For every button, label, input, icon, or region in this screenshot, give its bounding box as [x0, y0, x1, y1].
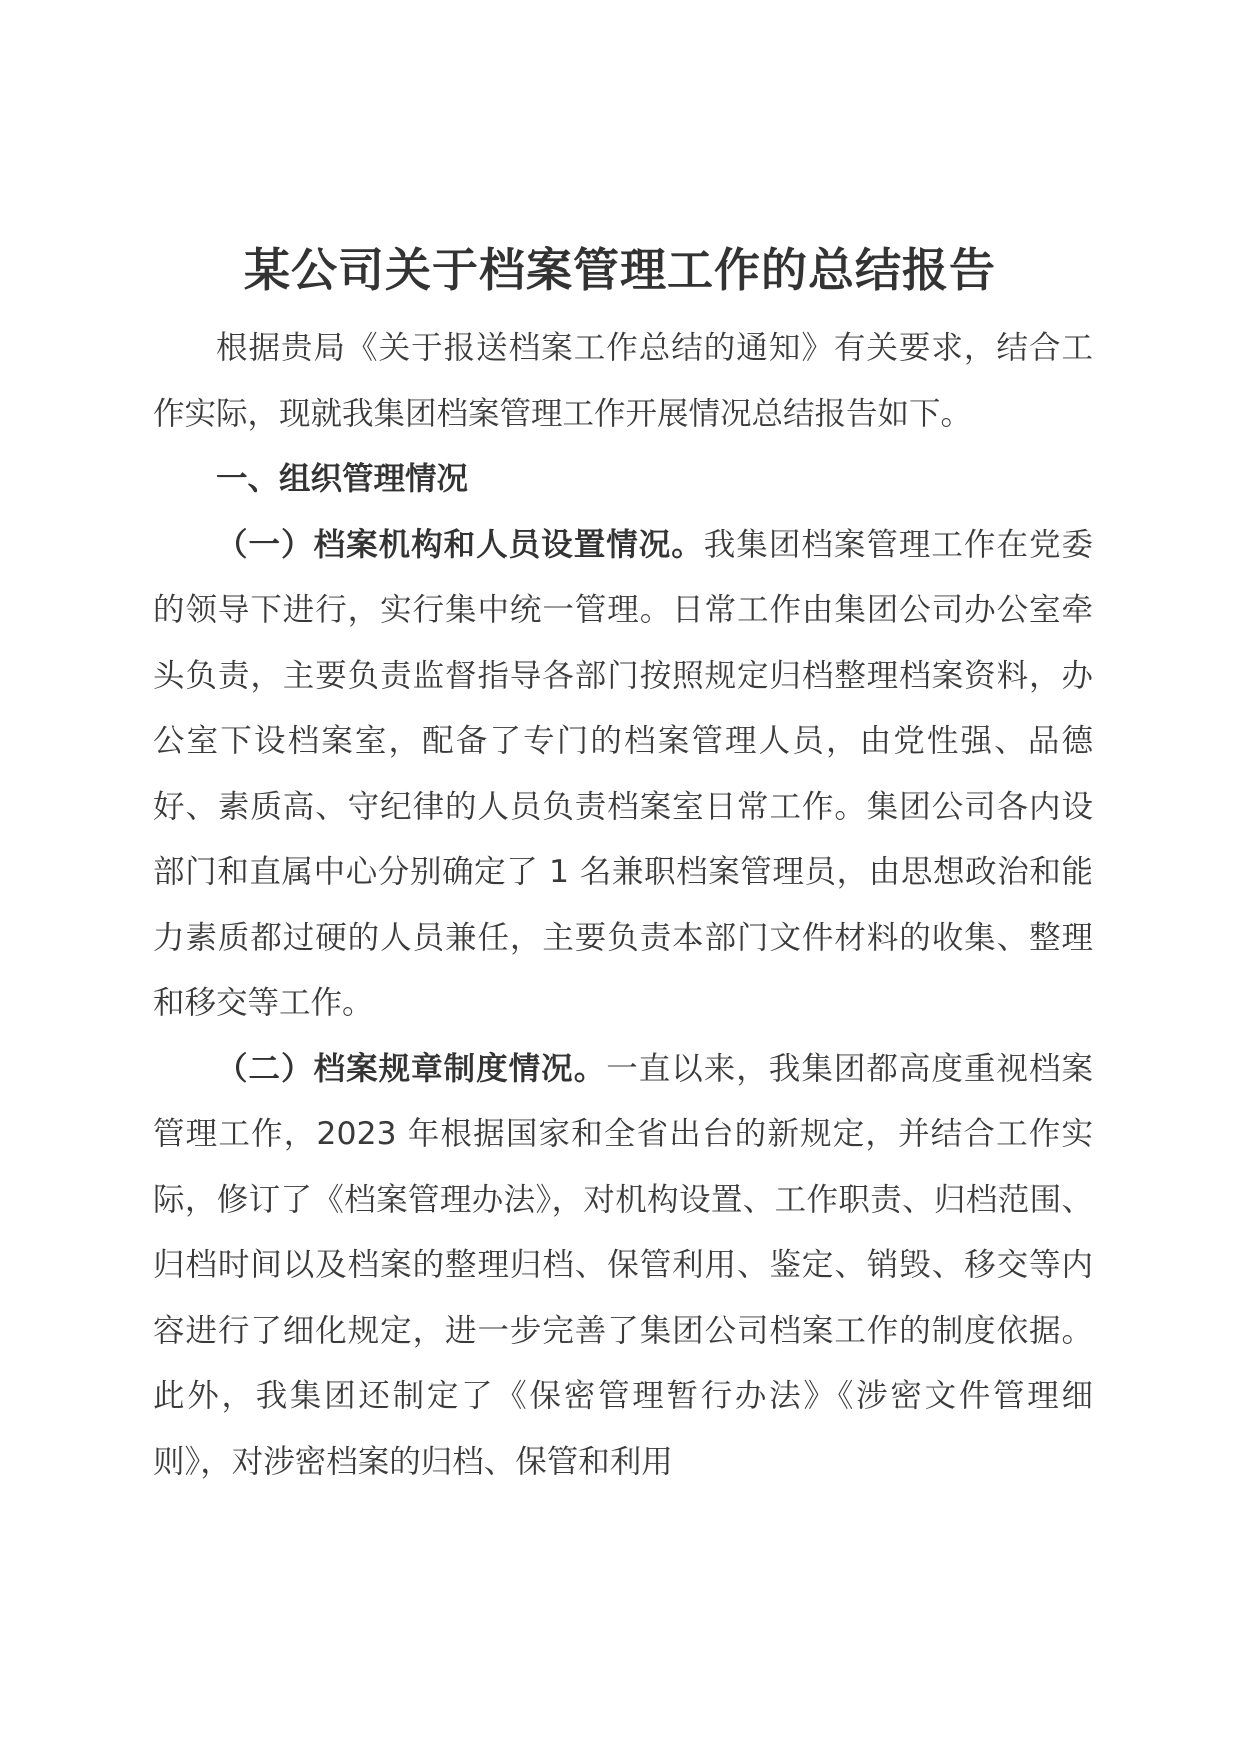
subsection-lead: （一）档案机构和人员设置情况。 — [216, 526, 704, 563]
subsection-lead: （二）档案规章制度情况。 — [216, 1050, 607, 1087]
document-title: 某公司关于档案管理工作的总结报告 — [244, 243, 996, 297]
subsection-paragraph-2 — [153, 1037, 1093, 1496]
subsection-body: 我集团档案管理工作在党委的领导下进行，实行集中统一管理。日常工作由集团公司办公室牵头负责，主要负责监督指导各部门按照规定归档整理档案资料，办公室下设档案室，配备了专门的档案管理人员，由党性强、品德好、素质高、守纪律的人员负责档案室日常工作。集团公司各内设部门和直属中心分别确定了 1 名兼职档案管理员，由思想政治和能力素质都过硬的人员兼任，主要负责本部门文件材料的收集、整理和移交等工作。 — [153, 526, 1093, 1021]
intro-paragraph: 根据贵局《关于报送档案工作总结的通知》有关要求，结合工作实际，现就我集团档案管理工作开展情况总结报告如下。 — [153, 330, 1093, 432]
subsection-paragraph-1 — [153, 513, 1093, 1037]
section-heading: 一、组织管理情况 — [216, 461, 469, 497]
document-body — [153, 316, 1093, 1495]
subsection-body: 一直以来，我集团都高度重视档案管理工作，2023 年根据国家和全省出台的新规定，并结合工作实际，修订了《档案管理办法》，对机构设置、工作职责、归档范围、归档时间以及档案的整理归档、保管利用、鉴定、销毁、移交等内容进行了细化规定，进一步完善了集团公司档案工作的制度依据。此外，我集团还制定了《保密管理暂行办法》《涉密文件管理细则》，对涉密档案的归档、保管和利用 — [153, 1050, 1093, 1480]
